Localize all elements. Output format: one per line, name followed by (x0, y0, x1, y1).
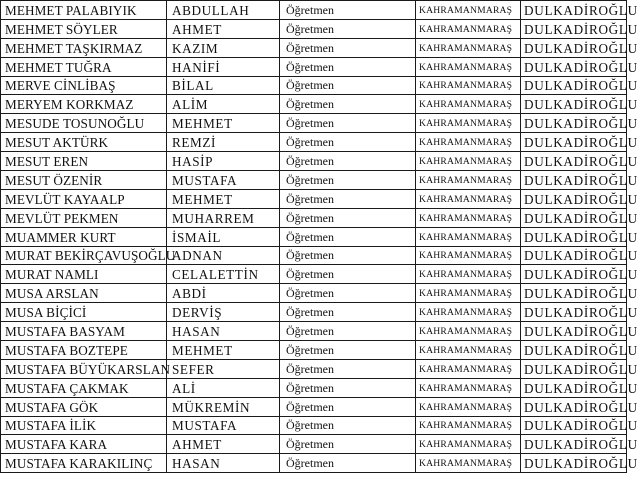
district-cell: DULKADİROĞLU (521, 189, 627, 208)
father-name-cell: AHMET (167, 435, 280, 454)
title-cell: Öğretmen (280, 95, 416, 114)
father-name-cell: ALİ (167, 378, 280, 397)
province-cell: KAHRAMANMARAŞ (416, 1, 521, 20)
district-cell: DULKADİROĞLU (521, 152, 627, 171)
province-cell: KAHRAMANMARAŞ (416, 57, 521, 76)
title-cell: Öğretmen (280, 322, 416, 341)
title-cell: Öğretmen (280, 246, 416, 265)
district-cell: DULKADİROĞLU (521, 378, 627, 397)
father-name-cell: MEHMET (167, 341, 280, 360)
district-cell: DULKADİROĞLU (521, 1, 627, 20)
table-row (1, 284, 627, 303)
district-cell: DULKADİROĞLU (521, 76, 627, 95)
name-cell: MURAT BEKİRÇAVUŞOĞLU (1, 246, 167, 265)
title-cell: Öğretmen (280, 303, 416, 322)
father-name-cell: MEHMET (167, 189, 280, 208)
name-cell: MESUT AKTÜRK (1, 133, 167, 152)
district-cell: DULKADİROĞLU (521, 359, 627, 378)
district-cell: DULKADİROĞLU (521, 454, 627, 473)
name-cell: MUSTAFA KARAKILINÇ (1, 454, 167, 473)
name-cell: MUSTAFA ÇAKMAK (1, 378, 167, 397)
title-cell: Öğretmen (280, 19, 416, 38)
province-cell: KAHRAMANMARAŞ (416, 303, 521, 322)
title-cell: Öğretmen (280, 171, 416, 190)
district-cell: DULKADİROĞLU (521, 435, 627, 454)
province-cell: KAHRAMANMARAŞ (416, 133, 521, 152)
district-cell: DULKADİROĞLU (521, 265, 627, 284)
title-cell: Öğretmen (280, 38, 416, 57)
father-name-cell: SEFER (167, 359, 280, 378)
father-name-cell: MÜKREMİN (167, 397, 280, 416)
name-cell: MUSTAFA BOZTEPE (1, 341, 167, 360)
district-cell: DULKADİROĞLU (521, 246, 627, 265)
table-row (1, 133, 627, 152)
name-cell: MEVLÜT KAYAALP (1, 189, 167, 208)
name-cell: MESUT EREN (1, 152, 167, 171)
district-cell: DULKADİROĞLU (521, 208, 627, 227)
name-cell: MERYEM KORKMAZ (1, 95, 167, 114)
table-row (1, 265, 627, 284)
district-cell: DULKADİROĞLU (521, 19, 627, 38)
father-name-cell: HASAN (167, 454, 280, 473)
table-row (1, 322, 627, 341)
name-cell: MEHMET PALABIYIK (1, 1, 167, 20)
table-row (1, 171, 627, 190)
table-row (1, 454, 627, 473)
district-cell: DULKADİROĞLU (521, 284, 627, 303)
district-cell: DULKADİROĞLU (521, 397, 627, 416)
title-cell: Öğretmen (280, 378, 416, 397)
table-row (1, 152, 627, 171)
name-cell: MESUDE TOSUNOĞLU (1, 114, 167, 133)
father-name-cell: MUSTAFA (167, 416, 280, 435)
name-cell: MESUT ÖZENİR (1, 171, 167, 190)
title-cell: Öğretmen (280, 454, 416, 473)
father-name-cell: CELALETTİN (167, 265, 280, 284)
table-row (1, 303, 627, 322)
district-cell: DULKADİROĞLU (521, 133, 627, 152)
father-name-cell: ALİM (167, 95, 280, 114)
table-row (1, 95, 627, 114)
title-cell: Öğretmen (280, 416, 416, 435)
name-cell: MEHMET SÖYLER (1, 19, 167, 38)
title-cell: Öğretmen (280, 189, 416, 208)
district-cell: DULKADİROĞLU (521, 227, 627, 246)
name-cell: MUSA BİÇİCİ (1, 303, 167, 322)
father-name-cell: HASİP (167, 152, 280, 171)
table-row (1, 246, 627, 265)
province-cell: KAHRAMANMARAŞ (416, 435, 521, 454)
province-cell: KAHRAMANMARAŞ (416, 341, 521, 360)
name-cell: MURAT NAMLI (1, 265, 167, 284)
title-cell: Öğretmen (280, 208, 416, 227)
province-cell: KAHRAMANMARAŞ (416, 114, 521, 133)
province-cell: KAHRAMANMARAŞ (416, 227, 521, 246)
province-cell: KAHRAMANMARAŞ (416, 454, 521, 473)
province-cell: KAHRAMANMARAŞ (416, 19, 521, 38)
table-row (1, 341, 627, 360)
father-name-cell: HASAN (167, 322, 280, 341)
title-cell: Öğretmen (280, 227, 416, 246)
province-cell: KAHRAMANMARAŞ (416, 378, 521, 397)
district-cell: DULKADİROĞLU (521, 322, 627, 341)
title-cell: Öğretmen (280, 57, 416, 76)
title-cell: Öğretmen (280, 76, 416, 95)
table-row (1, 1, 627, 20)
father-name-cell: MUHARREM (167, 208, 280, 227)
province-cell: KAHRAMANMARAŞ (416, 208, 521, 227)
province-cell: KAHRAMANMARAŞ (416, 246, 521, 265)
district-cell: DULKADİROĞLU (521, 416, 627, 435)
title-cell: Öğretmen (280, 341, 416, 360)
father-name-cell: MEHMET (167, 114, 280, 133)
father-name-cell: İSMAİL (167, 227, 280, 246)
district-cell: DULKADİROĞLU (521, 38, 627, 57)
name-cell: MEHMET TAŞKIRMAZ (1, 38, 167, 57)
title-cell: Öğretmen (280, 114, 416, 133)
table-row (1, 76, 627, 95)
name-cell: MEVLÜT PEKMEN (1, 208, 167, 227)
name-cell: MUAMMER KURT (1, 227, 167, 246)
province-cell: KAHRAMANMARAŞ (416, 189, 521, 208)
father-name-cell: REMZİ (167, 133, 280, 152)
district-cell: DULKADİROĞLU (521, 95, 627, 114)
province-cell: KAHRAMANMARAŞ (416, 397, 521, 416)
province-cell: KAHRAMANMARAŞ (416, 152, 521, 171)
table-row (1, 435, 627, 454)
name-cell: MUSTAFA KARA (1, 435, 167, 454)
district-cell: DULKADİROĞLU (521, 303, 627, 322)
province-cell: KAHRAMANMARAŞ (416, 95, 521, 114)
name-cell: MUSTAFA BASYAM (1, 322, 167, 341)
title-cell: Öğretmen (280, 1, 416, 20)
district-cell: DULKADİROĞLU (521, 57, 627, 76)
province-cell: KAHRAMANMARAŞ (416, 171, 521, 190)
table-row (1, 114, 627, 133)
father-name-cell: ABDULLAH (167, 1, 280, 20)
father-name-cell: MUSTAFA (167, 171, 280, 190)
table-row (1, 189, 627, 208)
title-cell: Öğretmen (280, 265, 416, 284)
table-row (1, 57, 627, 76)
table-row (1, 378, 627, 397)
title-cell: Öğretmen (280, 152, 416, 171)
province-cell: KAHRAMANMARAŞ (416, 284, 521, 303)
name-cell: MERVE CİNLİBAŞ (1, 76, 167, 95)
table-row (1, 227, 627, 246)
district-cell: DULKADİROĞLU (521, 171, 627, 190)
father-name-cell: KAZIM (167, 38, 280, 57)
title-cell: Öğretmen (280, 284, 416, 303)
father-name-cell: DERVİŞ (167, 303, 280, 322)
title-cell: Öğretmen (280, 435, 416, 454)
table-body (1, 1, 638, 473)
father-name-cell: AHMET (167, 19, 280, 38)
province-cell: KAHRAMANMARAŞ (416, 76, 521, 95)
name-cell: MUSTAFA GÖK (1, 397, 167, 416)
title-cell: Öğretmen (280, 397, 416, 416)
province-cell: KAHRAMANMARAŞ (416, 416, 521, 435)
father-name-cell: BİLAL (167, 76, 280, 95)
table-row (1, 208, 627, 227)
father-name-cell: HANİFİ (167, 57, 280, 76)
province-cell: KAHRAMANMARAŞ (416, 265, 521, 284)
father-name-cell: ABDİ (167, 284, 280, 303)
table-row (1, 416, 627, 435)
district-cell: DULKADİROĞLU (521, 114, 627, 133)
district-cell: DULKADİROĞLU (521, 341, 627, 360)
province-cell: KAHRAMANMARAŞ (416, 359, 521, 378)
name-cell: MUSTAFA BÜYÜKARSLAN (1, 359, 167, 378)
father-name-cell: ADNAN (167, 246, 280, 265)
title-cell: Öğretmen (280, 359, 416, 378)
name-cell: MUSA ARSLAN (1, 284, 167, 303)
table-row (1, 19, 627, 38)
province-cell: KAHRAMANMARAŞ (416, 38, 521, 57)
table-row (1, 38, 627, 57)
table-row (1, 397, 627, 416)
province-cell: KAHRAMANMARAŞ (416, 322, 521, 341)
name-cell: MEHMET TUĞRA (1, 57, 167, 76)
title-cell: Öğretmen (280, 133, 416, 152)
table-row (1, 359, 627, 378)
name-cell: MUSTAFA İLİK (1, 416, 167, 435)
